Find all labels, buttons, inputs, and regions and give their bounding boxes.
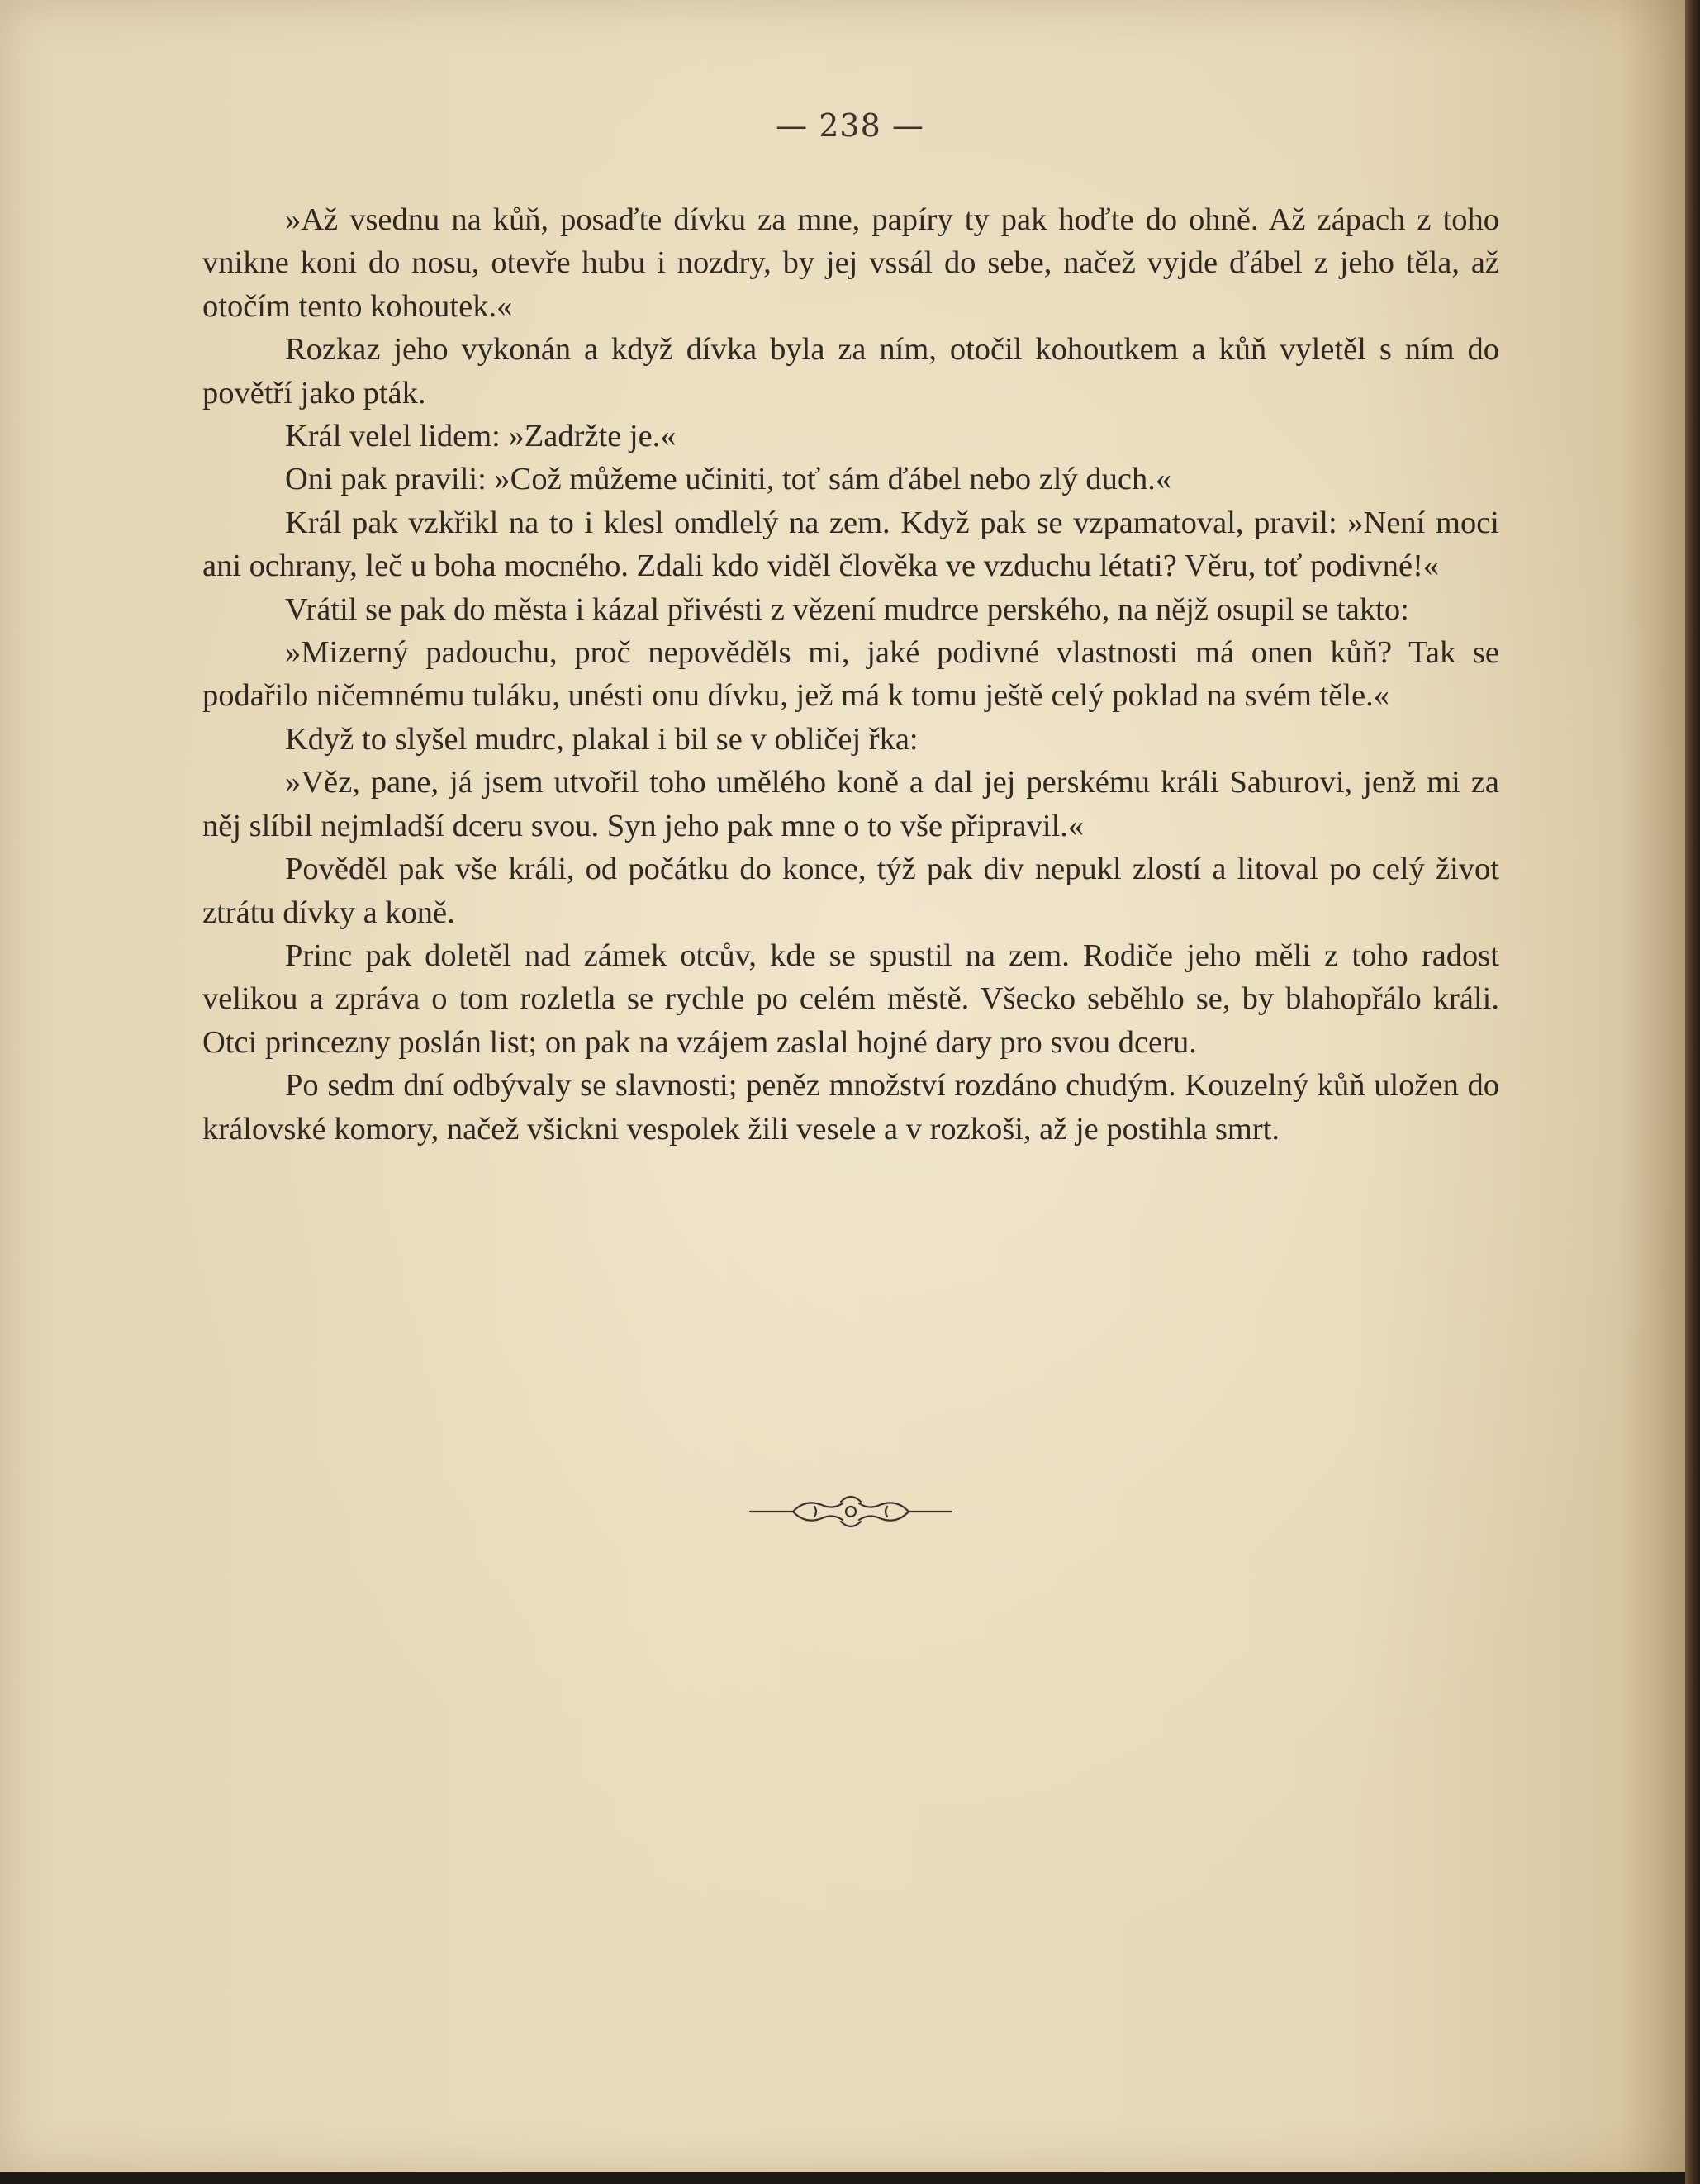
paragraph: Vrátil se pak do města i kázal přivésti z vězení mudrce perského, na nějž osupil se takto: (285, 591, 1409, 627)
paragraph: »Až vsednu na kůň, posaďte dívku za mne, papíry ty pak hoďte do ohně. Až zápach z toho vnikne koni do nosu, otevře hubu i nozdry, by jej vssál do sebe, načež vyjde ďábel z jeho těla, až otočím tento kohoutek.« (202, 202, 1499, 324)
paragraph: »Věz, pane, já jsem utvořil toho umělého koně a dal jej perskému králi Saburovi, jenž mi za něj slíbil nejmladší dceru svou. Syn jeho pak mne o to vše připravil.« (202, 765, 1499, 843)
paragraph: Pověděl pak vše králi, od počátku do konce, týž pak div nepukl zlostí a litoval po celý život ztrátu dívky a koně. (202, 852, 1499, 930)
text-body (202, 198, 1499, 1151)
paragraph: Král velel lidem: »Zadržte je.« (285, 419, 677, 454)
page-number: — 238 — (776, 107, 924, 144)
paragraph: Po sedm dní odbývaly se slavnosti; peněz množství rozdáno chudým. Kouzelný kůň uložen do královské komory, načež všickni vespolek žili vesele a v rozkoši, až je postihla smrt. (202, 1068, 1499, 1147)
paragraph: Princ pak doletěl nad zámek otcův, kde se spustil na zem. Rodiče jeho měli z toho radost velikou a zpráva o tom rozletla se rychle po celém městě. Všecko seběhlo se, by blahopřálo králi. Otci princezny poslán list; on pak na vzájem zaslal hojné dary pro svou dceru. (202, 938, 1499, 1060)
paragraph: Když to slyšel mudrc, plakal i bil se v obličej řka: (285, 721, 919, 757)
paragraph: »Mizerný padouchu, proč nepověděls mi, jaké podivné vlastnosti má onen kůň? Tak se podařilo ničemnému tuláku, unésti onu dívku, jež má k tomu ještě celý poklad na svém těle.« (202, 635, 1499, 714)
floral-divider-icon (735, 1487, 966, 1536)
paragraph: Oni pak pravili: »Což můžeme učiniti, toť sám ďábel nebo zlý duch.« (285, 462, 1172, 497)
paragraph: Král pak vzkřikl na to i klesl omdlelý na zem. Když pak se vzpamatoval, pravil: »Není moci ani ochrany, leč u boha mocného. Zdali kdo viděl člověka ve vzduchu létati? Věru, toť podivné!« (202, 505, 1499, 584)
paragraph: Rozkaz jeho vykonán a když dívka byla za ním, otočil kohoutkem a kůň vyletěl s ním do povětří jako pták. (202, 332, 1499, 411)
binding-edge (1685, 0, 1700, 2184)
